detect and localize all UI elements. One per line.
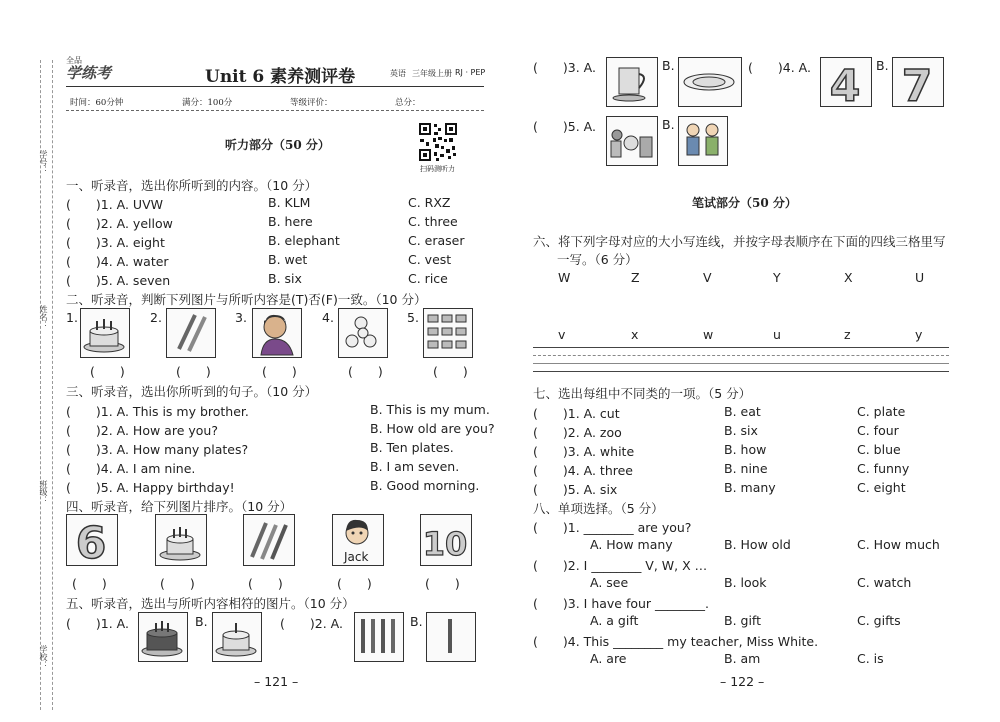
- grid-line: [533, 363, 949, 364]
- time-label: 时间：60分钟: [70, 98, 124, 108]
- erasers-picture: [423, 308, 473, 358]
- header-dashed-rule: [66, 110, 484, 111]
- s7-q5[interactable]: ( )5. A. six: [533, 482, 618, 497]
- s7-q4-b: B. nine: [724, 461, 768, 476]
- s5-q5-b: B.: [662, 117, 675, 132]
- side-label-name: 姓名：: [39, 305, 48, 329]
- total-label: 总分：: [395, 98, 421, 108]
- lower-letter[interactable]: v: [558, 327, 566, 342]
- s8-q4-c: C. is: [857, 651, 884, 666]
- s8-q4-b: B. am: [724, 651, 761, 666]
- s8-q1[interactable]: ( )1. ________ are you?: [533, 520, 692, 535]
- svg-text:6: 6: [75, 518, 107, 564]
- upper-letter[interactable]: W: [558, 270, 571, 285]
- s3-q5-b: B. Good morning.: [370, 478, 480, 493]
- rating-label: 等级评价：: [290, 98, 333, 108]
- lower-letter[interactable]: y: [915, 327, 923, 342]
- s1-q3-c: C. eraser: [408, 233, 465, 248]
- grid-line: [533, 355, 949, 356]
- s5-q3-b: B.: [662, 58, 675, 73]
- section1-title: 一、听录音，选出你所听到的内容。（10 分）: [66, 178, 318, 193]
- s7-q4-c: C. funny: [857, 461, 910, 476]
- one-pencil-picture: [426, 612, 476, 662]
- s7-q3-c: C. blue: [857, 442, 901, 457]
- logo-top-text: 全品: [66, 56, 82, 65]
- s3-q2-b: B. How old are you?: [370, 421, 495, 436]
- section7-title: 七、选出每组中不同类的一项。（5 分）: [533, 386, 752, 401]
- s2-num-4: 4.: [322, 310, 334, 325]
- s1-q3-b: B. elephant: [268, 233, 340, 248]
- upper-letter[interactable]: X: [844, 270, 853, 285]
- cake-picture: [80, 308, 130, 358]
- plate-picture: [678, 57, 742, 107]
- s1-q4-b: B. wet: [268, 252, 308, 267]
- side-label-school: 学校：: [39, 645, 48, 669]
- ducks-picture: [338, 308, 388, 358]
- s3-q1-b: B. This is my mum.: [370, 402, 490, 417]
- listening-heading: 听力部分（50 分）: [225, 138, 330, 152]
- number-four-picture: [820, 57, 872, 107]
- s7-q5-b: B. many: [724, 480, 776, 495]
- s8-q2-a: A. see: [590, 575, 629, 590]
- s1-q5[interactable]: ( )5. A. seven: [66, 273, 171, 288]
- number-six-picture: [66, 514, 118, 566]
- many-pencils-picture: [354, 612, 404, 662]
- grid-line: [533, 347, 949, 348]
- upper-letter[interactable]: Z: [631, 270, 640, 285]
- header-rule: [66, 86, 484, 87]
- qr-caption: 扫码测听力: [420, 165, 455, 173]
- s1-q5-c: C. rice: [408, 271, 448, 286]
- cake-picture-3: [212, 612, 262, 662]
- s8-q1-c: C. How much: [857, 537, 940, 552]
- s3-q1[interactable]: ( )1. A. This is my brother.: [66, 404, 249, 419]
- s3-q2[interactable]: ( )2. A. How are you?: [66, 423, 218, 438]
- section2-title: 二、听录音，判断下列图片与所听内容是(T)否(F)一致。（10 分）: [66, 292, 427, 307]
- grade-label: 三年级上册: [412, 69, 452, 78]
- s2-num-1: 1.: [66, 310, 78, 325]
- pencils-picture: [166, 308, 216, 358]
- upper-letter[interactable]: U: [915, 270, 925, 285]
- edition-label: RJ · PEP: [455, 68, 486, 77]
- score-label: 满分：100分: [182, 98, 233, 108]
- page-number-right: – 122 –: [720, 674, 765, 689]
- s1-q2[interactable]: ( )2. A. yellow: [66, 216, 173, 231]
- s3-q4[interactable]: ( )4. A. I am nine.: [66, 461, 196, 476]
- page-number-left: – 121 –: [254, 674, 299, 689]
- s3-q3[interactable]: ( )3. A. How many plates?: [66, 442, 249, 457]
- s4-answer-3[interactable]: ( ): [248, 576, 283, 591]
- s1-q1-c: C. RXZ: [408, 195, 451, 210]
- svg-text:4: 4: [829, 61, 861, 105]
- page-title: Unit 6 素养测评卷: [205, 67, 356, 87]
- upper-letter[interactable]: Y: [773, 270, 781, 285]
- s5-q1-b: B.: [195, 614, 208, 629]
- section5-title: 五、听录音，选出与所听内容相符的图片。（10 分）: [66, 596, 355, 611]
- s3-q4-b: B. I am seven.: [370, 459, 460, 474]
- s4-answer-5[interactable]: ( ): [425, 576, 460, 591]
- grid-line: [533, 371, 949, 372]
- s1-q4-c: C. vest: [408, 252, 452, 267]
- s7-q3-b: B. how: [724, 442, 767, 457]
- s7-q3[interactable]: ( )3. A. white: [533, 444, 635, 459]
- girl-picture: [252, 308, 302, 358]
- s4-answer-1[interactable]: ( ): [72, 576, 107, 591]
- lower-letter[interactable]: w: [703, 327, 714, 342]
- s7-q1[interactable]: ( )1. A. cut: [533, 406, 620, 421]
- svg-text:10: 10: [422, 525, 468, 563]
- section6-title-cont: 一写。（6 分）: [557, 252, 638, 267]
- s1-q2-c: C. three: [408, 214, 458, 229]
- s5-q3[interactable]: ( )3. A.: [533, 60, 596, 75]
- chocolate-cake-picture: [138, 612, 188, 662]
- section3-title: 三、听录音，选出你所听到的句子。（10 分）: [66, 384, 318, 399]
- s7-q2-b: B. six: [724, 423, 758, 438]
- s2-answer-4[interactable]: ( ): [348, 364, 383, 379]
- s1-q3[interactable]: ( )3. A. eight: [66, 235, 165, 250]
- lower-letter[interactable]: u: [773, 327, 781, 342]
- s8-q4-a: A. are: [590, 651, 627, 666]
- s8-q3-c: C. gifts: [857, 613, 901, 628]
- s7-q2[interactable]: ( )2. A. zoo: [533, 425, 622, 440]
- pencils-picture-2: [243, 514, 295, 566]
- s8-q1-a: A. How many: [590, 537, 673, 552]
- section8-title: 八、单项选择。（5 分）: [533, 501, 664, 516]
- number-seven-picture: [892, 57, 944, 107]
- jack-label: Jack: [344, 550, 369, 564]
- s1-q1[interactable]: ( )1. A. UVW: [66, 197, 163, 212]
- s1-q2-b: B. here: [268, 214, 313, 229]
- s3-q5[interactable]: ( )5. A. Happy birthday!: [66, 480, 235, 495]
- s4-answer-4[interactable]: ( ): [337, 576, 372, 591]
- side-label-class: 班级：: [39, 480, 48, 504]
- s2-answer-1[interactable]: ( ): [90, 364, 125, 379]
- s8-q3[interactable]: ( )3. I have four ________.: [533, 596, 710, 611]
- lower-letter[interactable]: x: [631, 327, 639, 342]
- s8-q2-c: C. watch: [857, 575, 912, 590]
- logo-main-text: 学练考: [66, 64, 112, 82]
- s7-q4[interactable]: ( )4. A. three: [533, 463, 634, 478]
- cup-picture: [606, 57, 658, 107]
- s2-num-5: 5.: [407, 310, 419, 325]
- subject-label: 英语: [390, 69, 406, 78]
- section4-title: 四、听录音，给下列图片排序。（10 分）: [66, 499, 293, 514]
- s8-q3-b: B. gift: [724, 613, 762, 628]
- svg-text:7: 7: [901, 61, 933, 105]
- s5-q4[interactable]: ( )4. A.: [748, 60, 811, 75]
- s2-num-2: 2.: [150, 310, 162, 325]
- s3-q3-b: B. Ten plates.: [370, 440, 454, 455]
- written-heading: 笔试部分（50 分）: [692, 196, 797, 210]
- upper-letter[interactable]: V: [703, 270, 712, 285]
- s5-q2[interactable]: ( )2. A.: [280, 616, 343, 631]
- s2-num-3: 3.: [235, 310, 247, 325]
- s1-q5-b: B. six: [268, 271, 302, 286]
- lower-letter[interactable]: z: [844, 327, 851, 342]
- s1-q1-b: B. KLM: [268, 195, 311, 210]
- side-label-student-number: 学号：: [39, 150, 48, 174]
- binding-line: [52, 60, 53, 710]
- s5-q2-b: B.: [410, 614, 423, 629]
- cake-picture-2: [155, 514, 207, 566]
- s8-q2-b: B. look: [724, 575, 767, 590]
- number-ten-picture: [420, 514, 472, 566]
- two-people-picture: [678, 116, 728, 166]
- animals-picture: [606, 116, 658, 166]
- s8-q4[interactable]: ( )4. This ________ my teacher, Miss White.: [533, 634, 819, 649]
- s5-q5[interactable]: ( )5. A.: [533, 119, 596, 134]
- s7-q2-c: C. four: [857, 423, 899, 438]
- s7-q5-c: C. eight: [857, 480, 906, 495]
- s2-answer-3[interactable]: ( ): [262, 364, 297, 379]
- s8-q3-a: A. a gift: [590, 613, 639, 628]
- section6-title: 六、将下列字母对应的大小写连线，并按字母表顺序在下面的四线三格里写: [533, 234, 946, 249]
- s2-answer-2[interactable]: ( ): [176, 364, 211, 379]
- s2-answer-5[interactable]: ( ): [433, 364, 468, 379]
- s7-q1-b: B. eat: [724, 404, 761, 419]
- s4-answer-2[interactable]: ( ): [160, 576, 195, 591]
- s8-q2[interactable]: ( )2. I ________ V, W, X …: [533, 558, 708, 573]
- s7-q1-c: C. plate: [857, 404, 906, 419]
- s5-q4-b: B.: [876, 58, 889, 73]
- s8-q1-b: B. How old: [724, 537, 791, 552]
- s1-q4[interactable]: ( )4. A. water: [66, 254, 169, 269]
- logo: [66, 57, 111, 81]
- qr-code-icon[interactable]: [418, 122, 458, 162]
- s5-q1[interactable]: ( )1. A.: [66, 616, 129, 631]
